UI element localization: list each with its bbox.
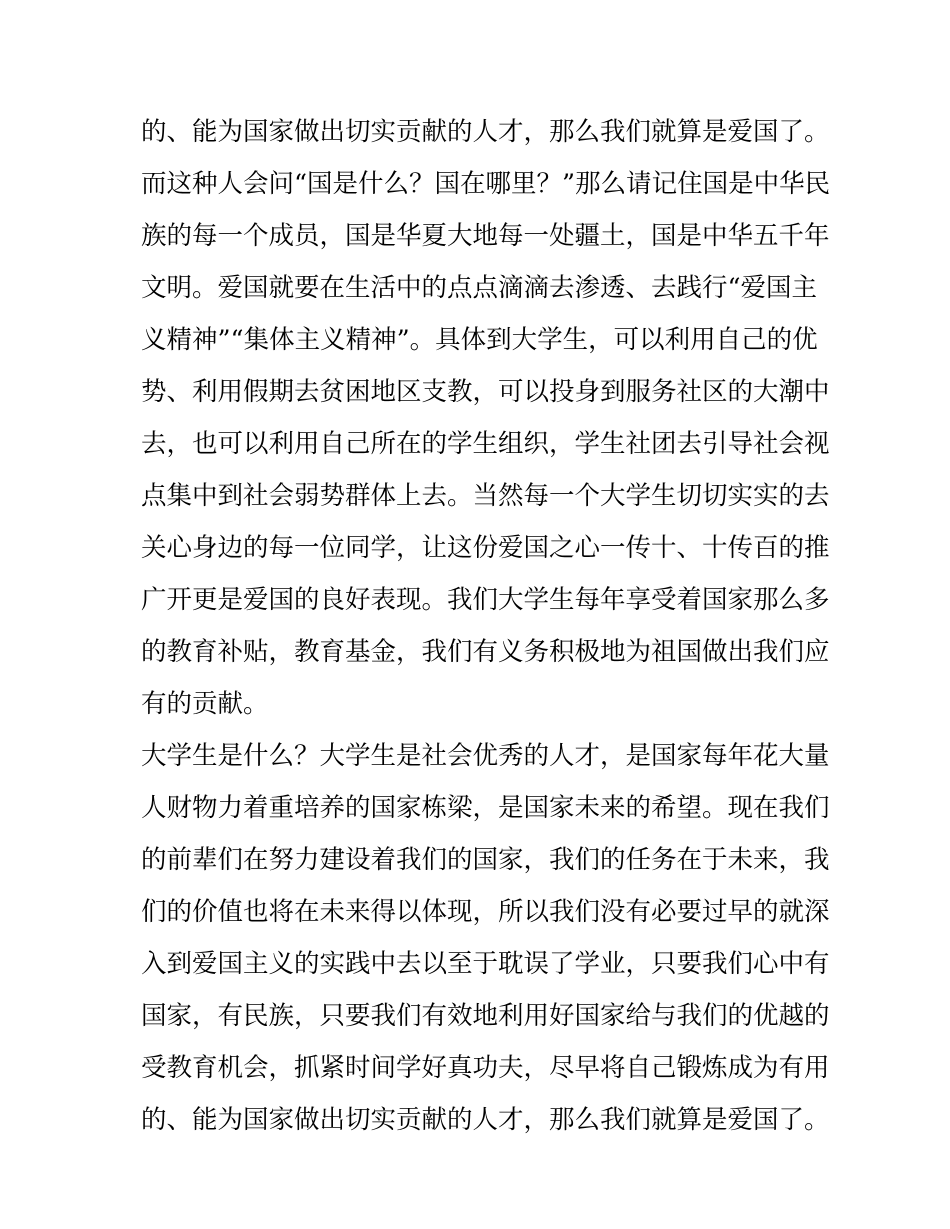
text-line: 点集中到社会弱势群体上去。当然每一个大学生切切实实的去 (141, 481, 830, 511)
text-line: 族的每一个成员，国是华夏大地每一处疆土，国是中华五千年 (141, 221, 830, 251)
body-text (141, 106, 831, 1146)
text-line: 的前辈们在努力建设着我们的国家，我们的任务在于未来，我 (141, 845, 830, 875)
text-line: 而这种人会问“国是什么？国在哪里？”那么请记住国是中华民 (141, 169, 831, 199)
text-line: 们的价值也将在未来得以体现，所以我们没有必要过早的就深 (141, 897, 830, 927)
text-line: 势、利用假期去贫困地区支教，可以投身到服务社区的大潮中 (141, 377, 830, 407)
text-line: 义精神”“集体主义精神”。具体到大学生，可以利用自己的优 (141, 325, 818, 355)
text-line: 广开更是爱国的良好表现。我们大学生每年享受着国家那么多 (141, 585, 830, 615)
text-line: 去，也可以利用自己所在的学生组织，学生社团去引导社会视 (141, 429, 830, 459)
text-line: 关心身边的每一位同学，让这份爱国之心一传十、十传百的推 (141, 533, 830, 563)
text-line: 的教育补贴，教育基金，我们有义务积极地为祖国做出我们应 (141, 637, 830, 667)
text-line: 受教育机会，抓紧时间学好真功夫，尽早将自己锻炼成为有用 (141, 1053, 830, 1083)
text-line: 人财物力着重培养的国家栋梁，是国家未来的希望。现在我们 (141, 793, 830, 823)
text-line: 国家，有民族，只要我们有效地利用好国家给与我们的优越的 (141, 1001, 830, 1031)
text-line: 有的贡献。 (141, 689, 269, 719)
text-line: 文明。爱国就要在生活中的点点滴滴去渗透、去践行“爱国主 (141, 273, 818, 303)
text-line: 的、能为国家做出切实贡献的人才，那么我们就算是爱国了。 (141, 117, 830, 147)
text-line: 入到爱国主义的实践中去以至于耽误了学业，只要我们心中有 (141, 949, 830, 979)
text-line: 大学生是什么？大学生是社会优秀的人才，是国家每年花大量 (141, 741, 830, 771)
text-line: 的、能为国家做出切实贡献的人才，那么我们就算是爱国了。 (141, 1105, 830, 1135)
